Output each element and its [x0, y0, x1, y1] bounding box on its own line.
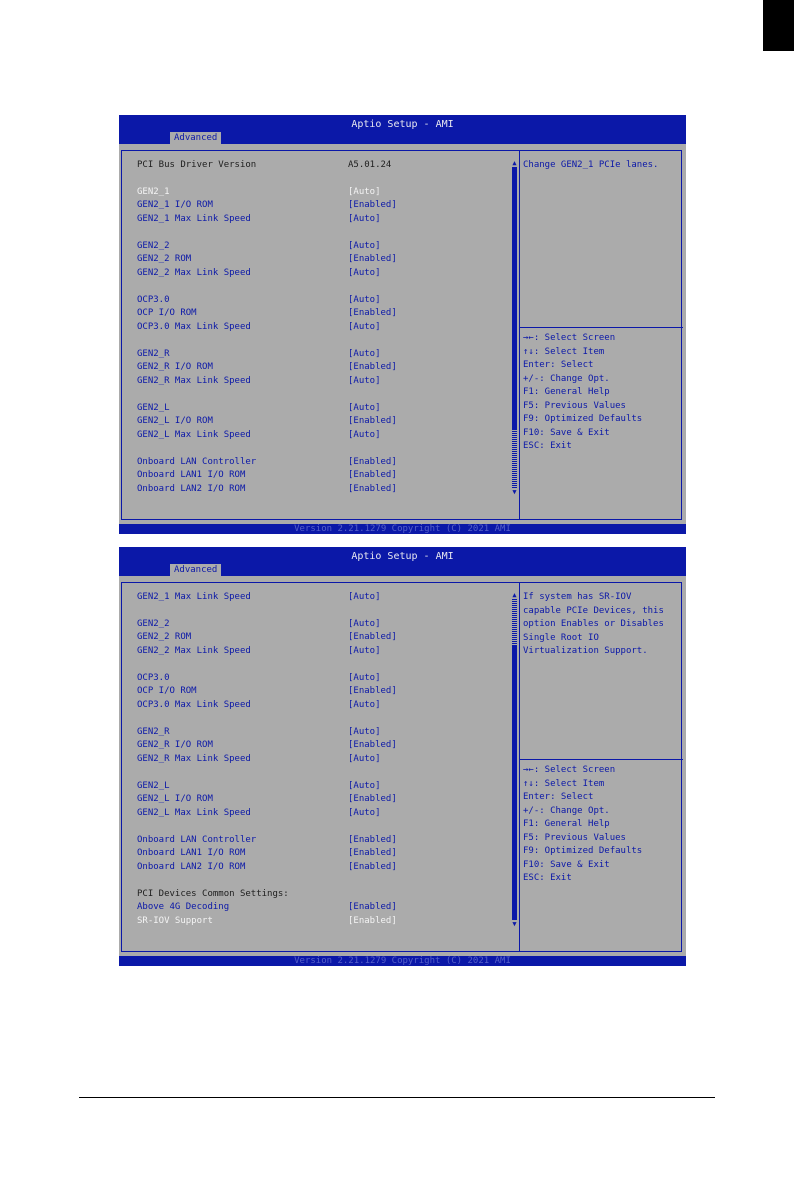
setting-row-ocp-i-o-rom[interactable]	[137, 685, 517, 698]
setting-value[interactable]: [Enabled]	[348, 794, 397, 804]
setting-value[interactable]: [Auto]	[348, 754, 381, 764]
key-hint: F10: Save & Exit	[523, 427, 610, 438]
setting-row-gen2-1-i-o-rom[interactable]	[137, 199, 517, 212]
setting-value[interactable]: [Enabled]	[348, 740, 397, 750]
setting-row-onboard-lan2-i-o-rom[interactable]	[137, 483, 517, 496]
page-bottom-rule	[79, 1097, 715, 1098]
key-hint: ESC: Exit	[523, 873, 572, 883]
setting-value[interactable]: [Auto]	[348, 403, 381, 413]
setting-value[interactable]: [Enabled]	[348, 632, 397, 642]
setting-row-onboard-lan-controller[interactable]	[137, 834, 517, 847]
setting-value[interactable]: [Enabled]	[348, 484, 397, 494]
setting-value[interactable]: [Auto]	[348, 673, 381, 683]
setting-row-gen2-r-i-o-rom[interactable]	[137, 739, 517, 752]
setting-label: GEN2_L	[137, 403, 170, 413]
key-hint: F1: General Help	[523, 819, 610, 829]
panel-divider	[519, 583, 520, 951]
setting-row-gen2-l-i-o-rom[interactable]	[137, 793, 517, 806]
setting-value: A5.01.24	[348, 160, 392, 170]
version-footer: Version 2.21.1279 Copyright (C) 2021 AMI	[119, 524, 686, 534]
bios-screen-advanced-1	[119, 115, 686, 534]
setting-value[interactable]: [Auto]	[348, 349, 381, 359]
setting-label: GEN2_L Max Link Speed	[137, 430, 251, 440]
setting-row-ocp3-0-max-link-speed[interactable]	[137, 699, 517, 712]
help-text: Change GEN2_1 PCIe lanes.	[523, 160, 659, 170]
setting-label: OCP I/O ROM	[137, 686, 197, 696]
key-hint: →←: Select Screen	[523, 765, 616, 775]
setting-label: GEN2_L Max Link Speed	[137, 808, 251, 818]
setting-row-gen2-l-max-link-speed[interactable]	[137, 807, 517, 820]
setting-row-gen2-r[interactable]	[137, 726, 517, 739]
tab-advanced[interactable]: Advanced	[170, 564, 221, 576]
setting-row-gen2-2[interactable]	[137, 240, 517, 253]
setting-row-onboard-lan1-i-o-rom[interactable]	[137, 469, 517, 482]
setting-value[interactable]: [Auto]	[348, 214, 381, 224]
setting-label: GEN2_2 ROM	[137, 254, 192, 264]
setting-label: GEN2_R Max Link Speed	[137, 754, 251, 764]
setting-value[interactable]: [Auto]	[348, 592, 381, 602]
setting-label: OCP3.0 Max Link Speed	[137, 322, 251, 332]
setting-value[interactable]: [Auto]	[348, 781, 381, 791]
setting-value[interactable]: [Enabled]	[348, 862, 397, 872]
setting-label: GEN2_R Max Link Speed	[137, 376, 251, 386]
scroll-up-arrow-icon[interactable]: ▲	[512, 591, 517, 599]
setting-row-gen2-r[interactable]	[137, 348, 517, 361]
key-hint: +/-: Change Opt.	[523, 805, 610, 816]
setting-value[interactable]: [Enabled]	[348, 902, 397, 912]
setting-row-ocp3-0-max-link-speed[interactable]	[137, 321, 517, 334]
key-hint: F10: Save & Exit	[523, 859, 610, 870]
setting-label: GEN2_L	[137, 781, 170, 791]
setting-value[interactable]: [Auto]	[348, 430, 381, 440]
setting-row-ocp-i-o-rom[interactable]	[137, 307, 517, 320]
setting-label: GEN2_L I/O ROM	[137, 794, 213, 804]
help-separator	[520, 327, 683, 328]
setting-value[interactable]: [Auto]	[348, 727, 381, 737]
setting-label: GEN2_2	[137, 619, 170, 629]
setting-value[interactable]: [Enabled]	[348, 470, 397, 480]
setting-label: GEN2_R	[137, 727, 170, 737]
setting-label: OCP I/O ROM	[137, 308, 197, 318]
setting-label: PCI Bus Driver Version	[137, 160, 257, 170]
setting-label: OCP3.0 Max Link Speed	[137, 700, 251, 710]
setting-value[interactable]: [Auto]	[348, 619, 381, 629]
setting-value[interactable]: [Auto]	[348, 187, 381, 197]
setting-row-ocp3-0[interactable]	[137, 672, 517, 685]
setting-row-ocp3-0[interactable]	[137, 294, 517, 307]
setting-row-gen2-1-max-link-speed[interactable]	[137, 591, 517, 604]
setting-label: GEN2_R I/O ROM	[137, 740, 213, 750]
setting-value[interactable]: [Enabled]	[348, 686, 397, 696]
scroll-up-arrow-icon[interactable]: ▲	[512, 159, 517, 167]
setting-label: PCI Devices Common Settings:	[137, 889, 289, 899]
setting-label: Onboard LAN Controller	[137, 835, 257, 845]
setting-value[interactable]: [Auto]	[348, 808, 381, 818]
scroll-down-arrow-icon[interactable]: ▼	[512, 920, 517, 928]
setting-label: GEN2_2 Max Link Speed	[137, 646, 251, 656]
setting-row-onboard-lan1-i-o-rom[interactable]	[137, 847, 517, 860]
setting-value[interactable]: [Auto]	[348, 268, 381, 278]
setting-row-gen2-2-rom[interactable]	[137, 631, 517, 644]
page-tab-marker	[763, 0, 794, 51]
help-text: If system has SR-IOV capable PCIe Devices, this option Enables or Disables Single Root IO Virtualization Support.	[523, 592, 664, 656]
key-hint: F9: Optimized Defaults	[523, 414, 643, 424]
setting-row-sr-iov-support[interactable]	[137, 915, 517, 928]
setting-value[interactable]: [Auto]	[348, 322, 381, 332]
key-hint: F5: Previous Values	[523, 400, 626, 411]
setting-label: OCP3.0	[137, 295, 170, 305]
setting-label: Onboard LAN Controller	[137, 457, 257, 467]
setting-label: GEN2_2	[137, 241, 170, 251]
setting-value[interactable]: [Enabled]	[348, 848, 397, 858]
help-separator	[520, 759, 683, 760]
setting-row-gen2-l-max-link-speed[interactable]	[137, 429, 517, 442]
setting-value[interactable]: [Enabled]	[348, 362, 397, 372]
key-hint: ESC: Exit	[523, 441, 572, 451]
setting-value[interactable]: [Auto]	[348, 646, 381, 656]
setting-value[interactable]: [Enabled]	[348, 416, 397, 426]
setting-row-gen2-2-max-link-speed[interactable]	[137, 645, 517, 658]
setting-value[interactable]: [Auto]	[348, 241, 381, 251]
setting-label: GEN2_2 ROM	[137, 632, 192, 642]
setting-label: GEN2_1 I/O ROM	[137, 200, 213, 210]
bios-title: Aptio Setup - AMI	[351, 119, 454, 130]
setting-value[interactable]: [Auto]	[348, 376, 381, 386]
setting-label: GEN2_2 Max Link Speed	[137, 268, 251, 278]
setting-row-onboard-lan-controller[interactable]	[137, 456, 517, 469]
key-hint: F1: General Help	[523, 387, 610, 397]
key-hint: →←: Select Screen	[523, 333, 616, 343]
key-hint: +/-: Change Opt.	[523, 373, 610, 384]
scroll-down-arrow-icon[interactable]: ▼	[512, 488, 517, 496]
setting-label: Onboard LAN1 I/O ROM	[137, 470, 246, 480]
setting-row-gen2-l[interactable]	[137, 780, 517, 793]
setting-label: Onboard LAN2 I/O ROM	[137, 484, 246, 494]
setting-row-onboard-lan2-i-o-rom[interactable]	[137, 861, 517, 874]
setting-label: GEN2_1 Max Link Speed	[137, 592, 251, 602]
setting-label: Above 4G Decoding	[137, 902, 230, 912]
setting-label: Onboard LAN1 I/O ROM	[137, 848, 246, 858]
setting-row-gen2-r-max-link-speed[interactable]	[137, 375, 517, 388]
key-hint: ↑↓: Select Item	[523, 346, 605, 357]
main-panel	[121, 150, 682, 520]
setting-row-pci-devices-common-settings	[137, 888, 517, 901]
setting-row-gen2-r-i-o-rom[interactable]	[137, 361, 517, 374]
key-hint: F5: Previous Values	[523, 832, 626, 843]
setting-value[interactable]: [Auto]	[348, 295, 381, 305]
setting-label: Onboard LAN2 I/O ROM	[137, 862, 246, 872]
main-panel	[121, 582, 682, 952]
key-hint: Enter: Select	[523, 360, 594, 370]
setting-value[interactable]: [Enabled]	[348, 457, 397, 467]
setting-row-above-4g-decoding[interactable]	[137, 901, 517, 914]
setting-label: GEN2_R I/O ROM	[137, 362, 213, 372]
setting-row-gen2-2[interactable]	[137, 618, 517, 631]
setting-row-gen2-1-max-link-speed[interactable]	[137, 213, 517, 226]
setting-label: GEN2_1	[137, 187, 170, 197]
panel-divider	[519, 151, 520, 519]
setting-label: GEN2_1 Max Link Speed	[137, 214, 251, 224]
setting-label: GEN2_R	[137, 349, 170, 359]
setting-value[interactable]: [Enabled]	[348, 200, 397, 210]
setting-row-gen2-l-i-o-rom[interactable]	[137, 415, 517, 428]
setting-value[interactable]: [Auto]	[348, 700, 381, 710]
setting-row-gen2-2-rom[interactable]	[137, 253, 517, 266]
setting-row-gen2-r-max-link-speed[interactable]	[137, 753, 517, 766]
setting-row-gen2-l[interactable]	[137, 402, 517, 415]
key-hint: F9: Optimized Defaults	[523, 846, 643, 856]
setting-row-gen2-2-max-link-speed[interactable]	[137, 267, 517, 280]
bios-title: Aptio Setup - AMI	[351, 551, 454, 562]
key-hint: ↑↓: Select Item	[523, 778, 605, 789]
setting-label: SR-IOV Support	[137, 916, 213, 926]
setting-label: GEN2_L I/O ROM	[137, 416, 213, 426]
key-hint: Enter: Select	[523, 792, 594, 802]
version-footer: Version 2.21.1279 Copyright (C) 2021 AMI	[119, 956, 686, 966]
bios-screen-advanced-2	[119, 547, 686, 966]
setting-row-pci-bus-driver-version	[137, 159, 517, 172]
tab-advanced[interactable]: Advanced	[170, 132, 221, 144]
setting-value[interactable]: [Enabled]	[348, 308, 397, 318]
setting-value[interactable]: [Enabled]	[348, 254, 397, 264]
setting-label: OCP3.0	[137, 673, 170, 683]
setting-row-gen2-1[interactable]	[137, 186, 517, 199]
setting-value[interactable]: [Enabled]	[348, 835, 397, 845]
setting-value[interactable]: [Enabled]	[348, 916, 397, 926]
